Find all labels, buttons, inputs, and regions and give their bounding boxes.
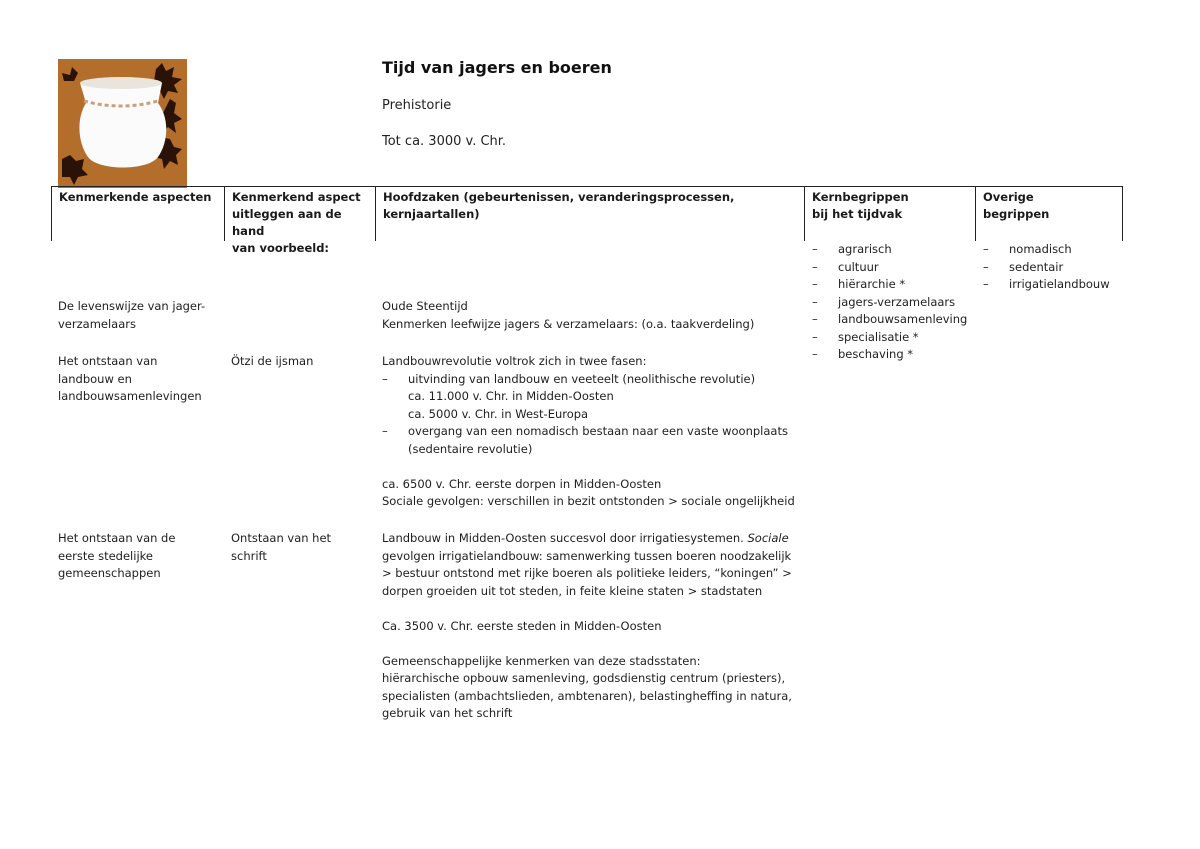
- list-item: – beschaving *: [812, 346, 974, 364]
- header-label: Kenmerkende aspecten: [59, 190, 212, 204]
- header-hoofdzaken: [375, 186, 804, 241]
- header-kenmerkend-aspect-uitleggen: [224, 186, 375, 255]
- cover-image: [58, 59, 187, 188]
- text-line: Kenmerken leefwijze jagers & verzamelaars: (o.a. taakverdeling): [382, 316, 755, 331]
- header-label: Kernbegrippen: [812, 190, 909, 204]
- text-line: ca. 11.000 v. Chr. in Midden-Oosten: [408, 389, 614, 403]
- text-line: specialisten (ambachtslieden, ambtenaren), belastingheffing in natura,: [382, 688, 792, 703]
- header-kernbegrippen: [804, 186, 975, 241]
- text-line: gebruik van het schrift: [382, 706, 513, 720]
- text-line: Landbouwrevolutie voltrok zich in twee fasen:: [382, 354, 647, 368]
- header-label: Hoofdzaken (gebeurtenissen, veranderingsprocessen, kernjaartallen): [383, 190, 735, 221]
- list-item: – jagers-verzamelaars: [812, 294, 974, 312]
- header-label: van voorbeeld:: [232, 241, 330, 255]
- header-label: Overige: [983, 190, 1034, 204]
- aspect-jager-verzamelaars: [58, 298, 223, 333]
- header-kenmerkende-aspecten: [51, 186, 224, 241]
- text-line: gemeenschappen: [58, 566, 161, 580]
- hoofdzaken-oude-steentijd: [382, 298, 802, 333]
- text-span: Landbouw in Midden-Oosten succesvol door irrigatiesystemen.: [382, 531, 744, 545]
- list-item: – hiërarchie *: [812, 276, 974, 294]
- text-line: Ötzi de ijsman: [231, 354, 314, 368]
- header-label: begrippen: [983, 207, 1050, 221]
- text-line: Gemeenschappelijke kenmerken van deze stadsstaten:: [382, 653, 701, 668]
- text-line: (sedentaire revolutie): [408, 441, 533, 456]
- header-label: Kenmerkend aspect: [232, 190, 361, 204]
- text-span-italic: Sociale: [747, 531, 789, 545]
- text-line: landbouwsamenlevingen: [58, 389, 202, 403]
- example-otzi: [231, 353, 371, 371]
- list-item: – cultuur: [812, 259, 974, 277]
- text-line: Oude Steentijd: [382, 299, 468, 313]
- text-line: Het ontstaan van: [58, 354, 158, 368]
- bullet-item: – uitvinding van landbouw en veeteelt (neolithische revolutie): [382, 371, 802, 389]
- list-item: – irrigatielandbouw: [983, 276, 1123, 294]
- aspect-ontstaan-landbouw: [58, 353, 223, 406]
- text-line: landbouw en: [58, 371, 132, 386]
- text-line: dorpen groeiden uit tot steden, in feite kleine staten > stadstaten: [382, 583, 763, 598]
- text-line: Ontstaan van het: [231, 531, 332, 545]
- text-line: > bestuur ontstond met rijke boeren als politieke leiders, “koningen” >: [382, 566, 792, 580]
- text-line: Ca. 3500 v. Chr. eerste steden in Midden-Oosten: [382, 618, 662, 633]
- text-line: verzamelaars: [58, 316, 136, 331]
- example-schrift: [231, 530, 371, 565]
- list-item: – landbouwsamenleving: [812, 311, 974, 329]
- text-line: schrift: [231, 548, 267, 563]
- text-line: Het ontstaan van de: [58, 531, 176, 545]
- text-line: [382, 530, 802, 548]
- text-line: hiërarchische opbouw samenleving, godsdienstig centrum (priesters),: [382, 671, 786, 685]
- list-item: – sedentair: [983, 259, 1123, 277]
- aspect-stedelijke-gemeenschappen: [58, 530, 223, 583]
- text-line: De levenswijze van jager-: [58, 299, 206, 313]
- text-line: eerste stedelijke: [58, 548, 153, 563]
- header-label: uitleggen aan de hand: [232, 207, 342, 238]
- text-line: ca. 5000 v. Chr. in West-Europa: [408, 406, 589, 421]
- overige-begrippen-list: [983, 241, 1123, 294]
- hoofdzaken-landbouwrevolutie: [382, 353, 802, 511]
- list-item: – nomadisch: [983, 241, 1123, 259]
- document-subtitle: Prehistorie: [382, 98, 452, 113]
- kernbegrippen-list: [812, 241, 974, 364]
- list-item: – specialisatie *: [812, 329, 974, 347]
- document-period: Tot ca. 3000 v. Chr.: [382, 134, 507, 149]
- document-title: Tijd van jagers en boeren: [382, 58, 612, 77]
- text-line: Sociale gevolgen: verschillen in bezit ontstonden > sociale ongelijkheid: [382, 494, 795, 508]
- header-overige-begrippen: [975, 186, 1123, 241]
- text-line: gevolgen irrigatielandbouw: samenwerking tussen boeren noodzakelijk: [382, 548, 792, 563]
- header-label: bij het tijdvak: [812, 207, 903, 221]
- list-item: – agrarisch: [812, 241, 974, 259]
- hoofdzaken-stadstaten: [382, 530, 802, 723]
- text-line: ca. 6500 v. Chr. eerste dorpen in Midden-Oosten: [382, 476, 662, 491]
- bullet-item: – overgang van een nomadisch bestaan naar een vaste woonplaats: [382, 423, 802, 441]
